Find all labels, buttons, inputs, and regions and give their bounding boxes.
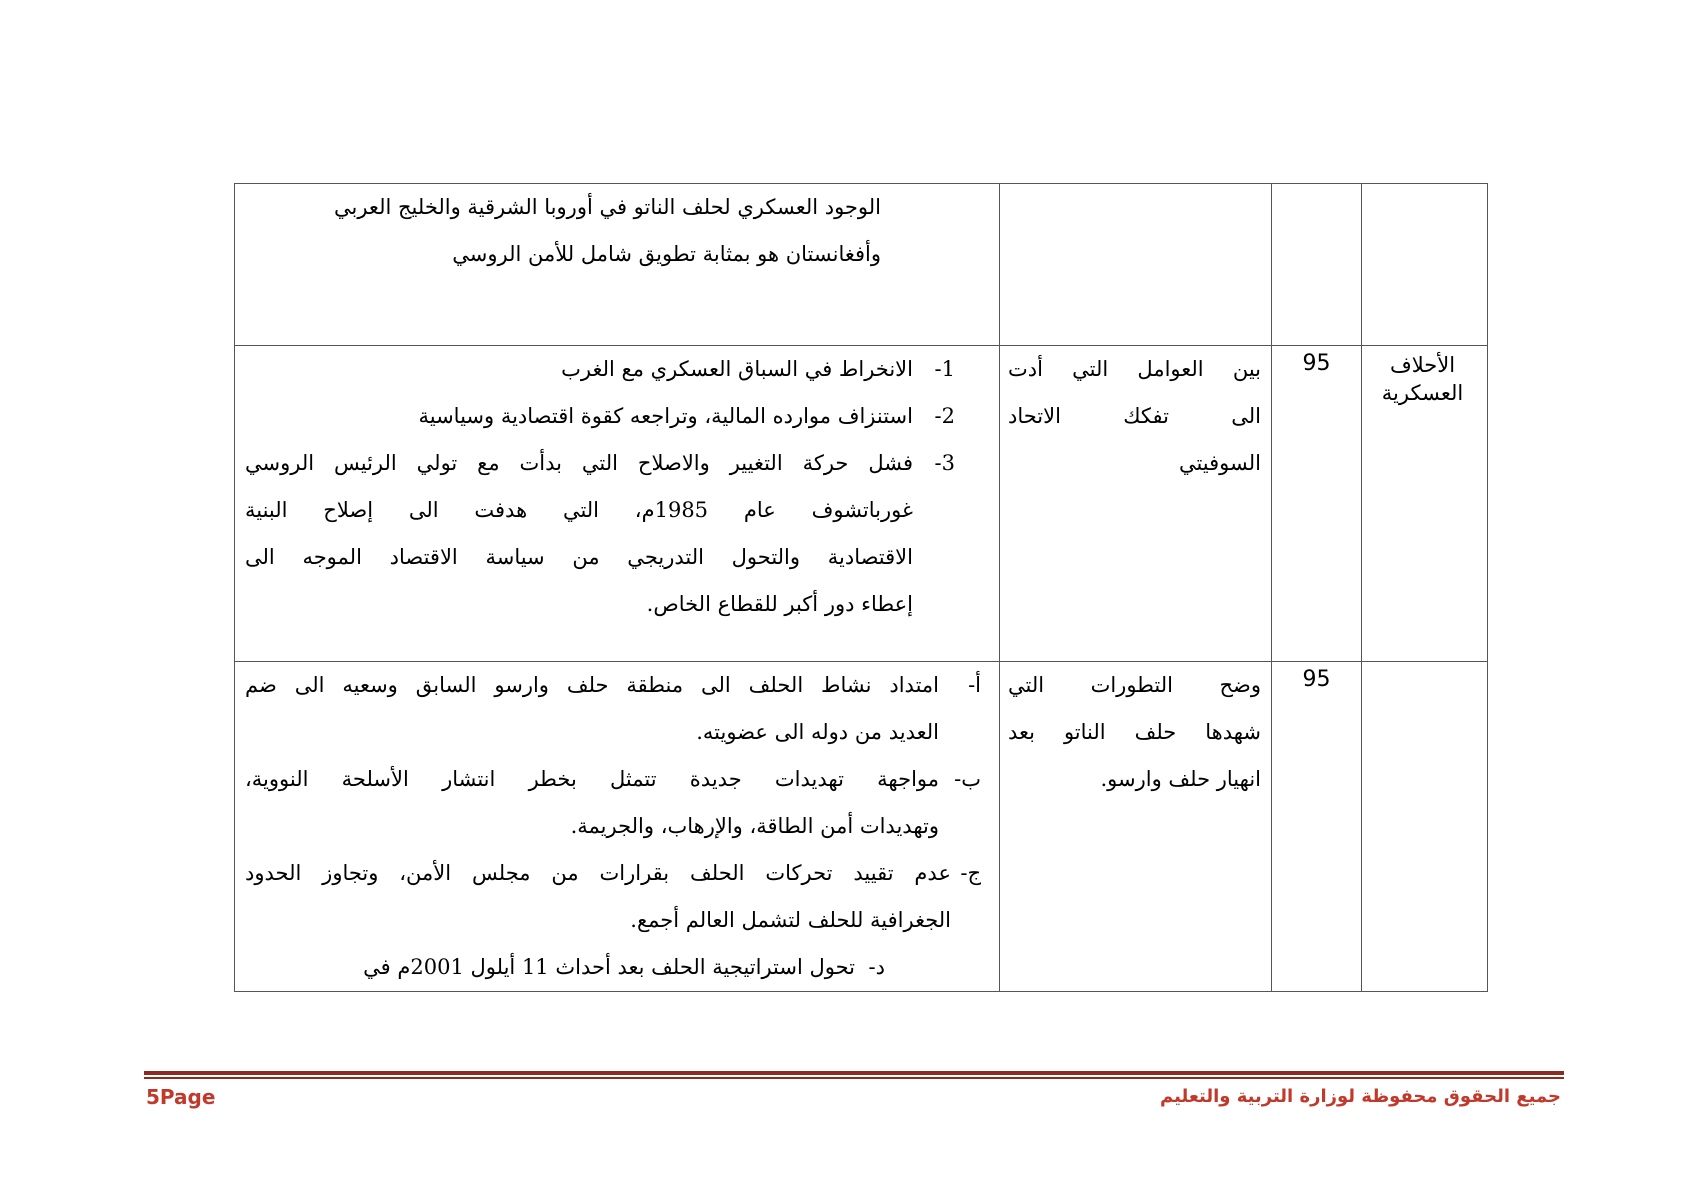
answer-item: أ- امتداد نشاط الحلف الى منطقة حلف وارسو السابق وسعيه الى ضم العديد من دوله الى عضويته.: [245, 673, 981, 744]
answer-item: ب- مواجهة تهديدات جديدة تتمثل بخطر انتشار الأسلحة النووية، وتهديدات أمن الطاقة، والإرهاب، والجريمة.: [245, 767, 981, 838]
answer-cell: [235, 346, 1000, 662]
content-table: [234, 183, 1488, 992]
footer-divider-thin: [144, 1077, 1564, 1079]
page-cell: 95: [1272, 662, 1362, 992]
unit-cell: [1362, 662, 1488, 992]
question-cell: [1000, 662, 1272, 992]
question-cell: [1000, 184, 1272, 346]
answer-cell: [235, 662, 1000, 992]
answer-item: 3- فشل حركة التغيير والاصلاح التي بدأت مع تولي الرئيس الروسي غورباتشوف عام 1985م، التي هدفت الى إصلاح البنية الاقتصادية والتحول التدريجي من سياسة الاقتصاد الموجه الى إعطاء دور أكبر للقطاع الخاص.: [245, 451, 955, 616]
question-line: انهيار حلف وارسو.: [1100, 767, 1261, 791]
answer-line: الوجود العسكري لحلف الناتو في أوروبا الشرقية والخليج العربي: [334, 195, 881, 219]
table-row: [235, 346, 1488, 662]
question-line: السوفيتي: [1178, 451, 1261, 475]
answer-item: د- تحول استراتيجية الحلف بعد أحداث 11 أيلول 2001م في: [363, 955, 885, 979]
unit-cell: [1362, 184, 1488, 346]
question-line: الى تفكك الاتحاد: [1008, 404, 1261, 428]
answer-cell: [235, 184, 1000, 346]
answer-line: وأفغانستان هو بمثابة تطويق شامل للأمن الروسي: [452, 242, 881, 266]
answer-item: ج- عدم تقييد تحركات الحلف بقرارات من مجلس الأمن، وتجاوز الحدود الجغرافية للحلف لتشمل العالم أجمع.: [245, 861, 981, 932]
copyright-notice: جميع الحقوق محفوظة لوزارة التربية والتعليم: [1160, 1086, 1561, 1107]
answer-item: 1- الانخراط في السباق العسكري مع الغرب: [561, 357, 955, 381]
table-row: [235, 662, 1488, 992]
question-line: شهدها حلف الناتو بعد: [1008, 720, 1261, 744]
page-number: 5Page: [146, 1085, 216, 1109]
question-line: وضح التطورات التي: [1008, 673, 1261, 697]
answer-item: 2- استنزاف موارده المالية، وتراجعه كقوة اقتصادية وسياسية: [418, 404, 955, 428]
question-cell: [1000, 346, 1272, 662]
unit-cell: الأحلاف العسكرية: [1362, 346, 1488, 662]
table-row: [235, 184, 1488, 346]
page-cell: 95: [1272, 346, 1362, 662]
question-line: بين العوامل التي أدت: [1008, 357, 1261, 381]
page-cell: [1272, 184, 1362, 346]
footer-divider: [144, 1071, 1564, 1075]
